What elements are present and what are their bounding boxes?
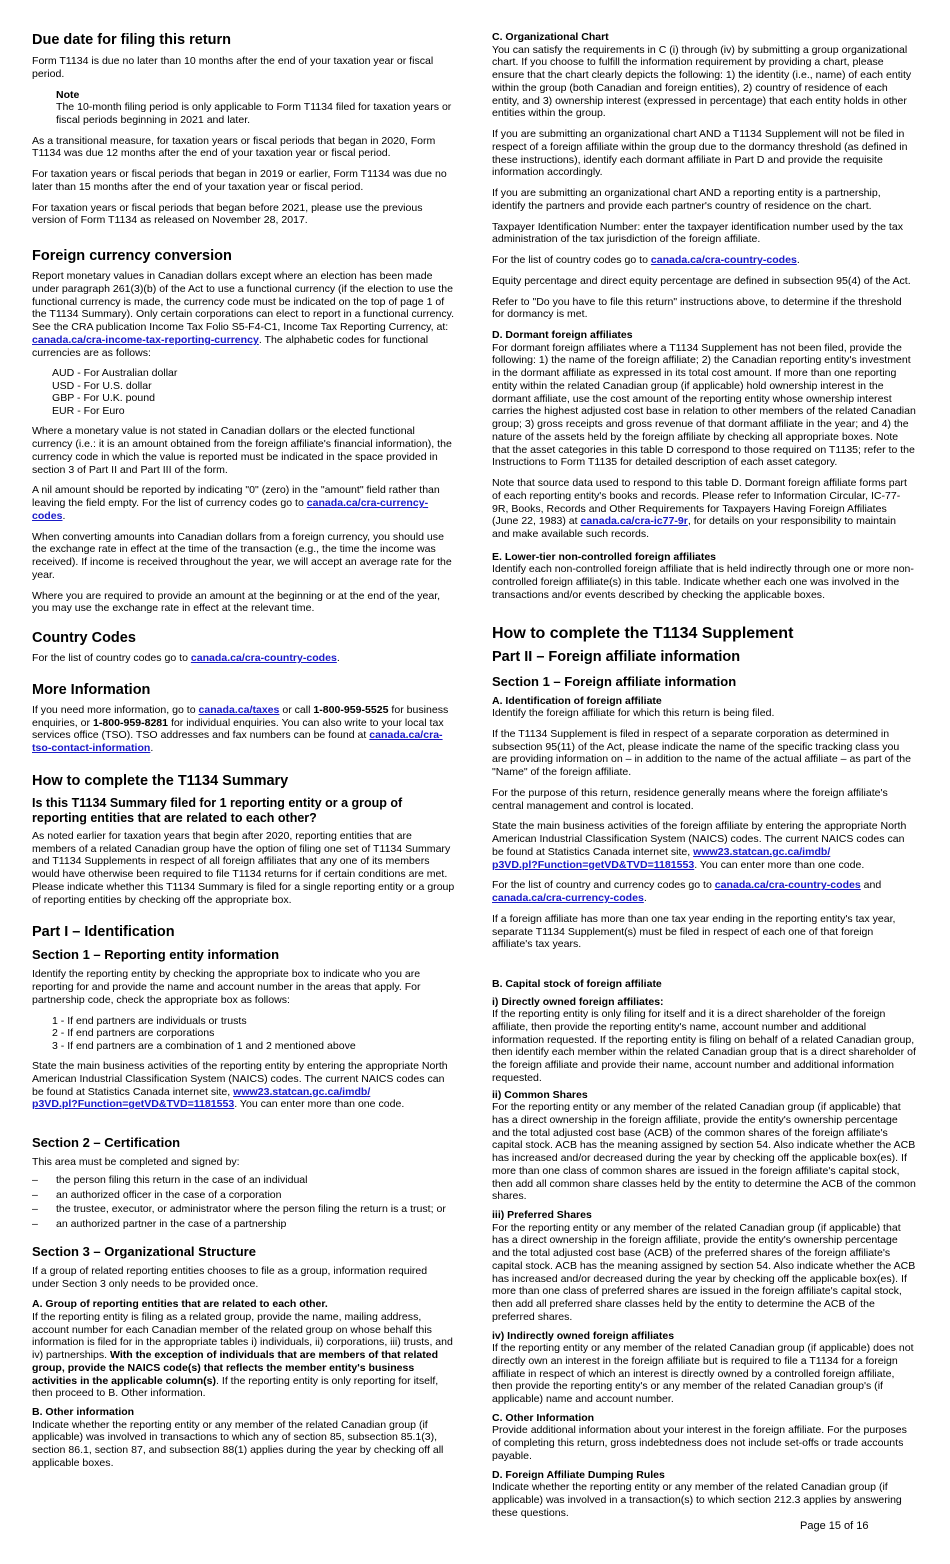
lower-tier-p1: Identify each non-controlled foreign affiliate that is held indirectly through one or more non-controlled foreign affiliate(s) in this table. Indicate whether each one was involved in the transactions and/or events described by checking the applicable boxes. (492, 563, 914, 601)
summary-heading: How to complete the T1134 Summary (32, 772, 289, 789)
org-chart-p1: You can satisfy the requirements in C (i) through (iv) by submitting a group organizational chart. If you choose to fulfill the information requirement by providing a chart, please ensure that the chart clearly depicts the following: 1) the identity (i.e., name) of each entity within the group (both Canadian and foreign entities), 2) country of residence of each entity, and 3) ownership interest (expressed in percentage) that each entity holds in other entities within the group. (492, 43, 912, 120)
common-shares-heading: ii) Common Shares (492, 1088, 588, 1101)
dumping-rules-p: Indicate whether the reporting entity or any member of the related Canadian group (if applicable) was involved in a transaction(s) to which section 212.3 applies by answering these questions. (492, 1481, 902, 1519)
naics-link[interactable]: www23.statcan.gc.ca/imdb/ p3VD.pl?Function=getVD&TVD=1181553 (32, 1085, 371, 1111)
currency-codes-list (52, 367, 456, 417)
org-chart-p3: If you are submitting an organizational chart AND a reporting entity is a partnership, identify the partners and provide each partner's country of residence on the chart. (492, 187, 881, 212)
country-codes-link[interactable]: canada.ca/cra-country-codes (190, 652, 337, 664)
fa-identification-p5: For the list of country and currency codes go to canada.ca/cra-country-codes and canada.ca/cra-currency-codes. (492, 879, 882, 904)
currency-code-item: USD - For U.S. dollar (52, 379, 152, 392)
other-information-heading: C. Other Information (492, 1411, 595, 1424)
section2-heading: Section 2 – Certification (32, 1135, 181, 1150)
ic77-link[interactable]: canada.ca/cra-ic77-9r (580, 515, 688, 528)
dormant-p1: For dormant foreign affiliates where a T1134 Supplement has not been filed, provide the following: 1) the name of the foreign affiliate; 2) the Canadian reporting entity's investment in the dormant affiliate as expressed in its total cost amount. If more than one reporting entity within the related Canadian group (if applicable) hold ownership interest in the dormant affiliate, use the cost amount of the reporting entity whose ownership interest carries the highest adjusted cost base in relation to other members of the related Canadian group; 3) gross receipts and gross revenue of that dormant affiliate in the year; and 4) the nature of the assets held by the foreign affiliate by checking all appropriate boxes. Note that the asset categories in this table D correspond to those required on T1135; refer to the Instructions to Form T1135 for detailed description of each asset category. (492, 341, 916, 469)
due-date-heading: Due date for filing this return (32, 32, 231, 48)
group-p1: If the reporting entity is filing as a related group, provide the name, mailing address, account number for each Canadian member of the related group on whose behalf this information is filed for in the appropriate tables i) individuals, ii) corporations, iii) trusts, and iv) partnerships. With the exception of individuals that are members of that related group, provide the NAICS code(s) that reflects the member entity's business activities in the applicable column(s). If the reporting entity is only reporting for itself, then proceed to B. Other information. (32, 1310, 453, 1400)
page-number: Page 15 of 16 (800, 1520, 869, 1532)
direct-owned-p: If the reporting entity is only filing for itself and it is a direct shareholder of the foreign affiliate, then provide the reporting entity's name, account number and additional information requested. If the reporting entity is filing on behalf of a related Canadian group, then identify each member within the related Canadian group that is a direct shareholder of the foreign affiliate and provide their name, account number and additional information requested. (492, 1008, 916, 1084)
note-label: Note (56, 88, 80, 101)
section3-p1: If a group of related reporting entities chooses to file as a group, information required under Section 3 only needs to be provided once. (32, 1264, 428, 1290)
left-column (32, 0, 456, 1470)
org-chart-p7: Refer to "Do you have to file this return" instructions above, to determine if the threshold for dormancy is met. (492, 295, 902, 321)
business-phone: 1-800-959-5525 (313, 703, 389, 716)
lower-tier-heading: E. Lower-tier non-controlled foreign affiliates (492, 550, 717, 563)
preferred-shares-p: For the reporting entity or any member of the related Canadian group (if applicable) that has a direct ownership in the foreign affiliate, provide the entity's ownership percentage and the total adjusted cost base (ACB) of the preferred shares of the foreign affiliate's capital stock. ACB has the meaning assigned by section 54. Also indicate whether the ACB has increased and/or decreased during the year by checking off the applicable box(es). If more than one class of preferred shares are issued in the foreign affiliate's capital stock, then add all preferred share classes held by the entity to determine the ACB of the preferred shares. (492, 1221, 916, 1323)
dumping-rules-heading: D. Foreign Affiliate Dumping Rules (492, 1468, 665, 1481)
part1-heading: Part I – Identification (32, 924, 175, 941)
more-info-heading: More Information (32, 681, 151, 698)
indirect-owned-heading: iv) Indirectly owned foreign affiliates (492, 1329, 675, 1342)
currency-codes-link[interactable]: canada.ca/cra-currency-codes (32, 497, 429, 522)
partnership-code-item: 2 - If end partners are corporations (52, 1027, 215, 1039)
common-shares-p: For the reporting entity or any member of the related Canadian group (if applicable) that has a direct ownership in the foreign affiliate, provide the entity's ownership percentage and the total adjusted cost base (ACB) of the common shares of the foreign affiliate's capital stock. ACB has the meaning assigned by section 54. Also indicate whether the ACB has increased and/or decreased during the year by checking off the applicable box(es). If more than one class of common shares are issued in the foreign affiliate's capital stock, then add all common share classes held by the entity to determine the ACB of the common shares. (492, 1101, 916, 1203)
certification-list (32, 1174, 456, 1231)
fa-identification-p1: Identify the foreign affiliate for which this return is being filed. (492, 707, 775, 719)
currency-heading: Foreign currency conversion (32, 248, 232, 264)
country-codes-link-2[interactable]: canada.ca/cra-country-codes (650, 254, 797, 266)
fa-identification-p3: For the purpose of this return, residence generally means where the foreign affiliate's central management and control is located. (492, 786, 888, 812)
supplement-heading: How to complete the T1134 Supplement (492, 624, 794, 642)
group-heading: A. Group of reporting entities that are related to each other. (32, 1298, 328, 1311)
section1-p2: State the main business activities of the reporting entity by entering the appropriate North American Industrial Classification System (NAICS) codes. The current NAICS codes can be found at Statistics Canada internet site, www23.statcan.gc.ca/imdb/ p3VD.pl?Function=getVD&TVD=1181553. You can enter more than one code. (32, 1060, 448, 1111)
country-codes-p1: For the list of country codes go to canada.ca/cra-country-codes. (32, 652, 340, 664)
more-info-p1: If you need more information, go to canada.ca/taxes or call 1-800-959-5525 for business enquiries, or 1-800-959-8281 for individual enquiries. You can also write to your local tax services office (TSO). TSO addresses and fax numbers can be found at canada.ca/cra-tso-contact-information. (32, 703, 449, 754)
note-text: The 10-month filing period is only applicable to Form T1134 filed for taxation years or fiscal periods beginning in 2021 and later. (56, 101, 452, 126)
certification-item: – an authorized partner in the case of a partnership (32, 1218, 287, 1230)
currency-p5: Where you are required to provide an amount at the beginning or at the end of the year, you may use the exchange rate in effect at the relevant time. (32, 589, 441, 615)
direct-owned-heading: i) Directly owned foreign affiliates: (492, 995, 664, 1008)
fa-identification-p4: State the main business activities of the foreign affiliate by entering the appropriate North American Industrial Classification System (NAICS) codes. The current NAICS codes can be found at Statistics Canada internet site, www23.statcan.gc.ca/imdb/ p3VD.pl?Function=getVD&TVD=1181553. You can enter more than one code. (492, 820, 907, 871)
certification-item: – the person filing this return in the case of an individual (32, 1173, 308, 1186)
currency-code-item: EUR - For Euro (52, 404, 125, 417)
certification-item: – an authorized officer in the case of a corporation (32, 1188, 282, 1201)
currency-codes-link-2[interactable]: canada.ca/cra-currency-codes (492, 892, 644, 904)
currency-p1: Report monetary values in Canadian dollars except where an election has been made under paragraph 261(3)(b) of the Act to use a functional currency (if the election to use the functional currency is made, the currency code must be indicated on the top of page 1 of the T1134 Summary). Only certain corporations can elect to report in a functional currency. See the CRA publication Income Tax Folio S5-F4-C1, Income Tax Reporting Currency, at: canada.ca/cra-income-tax-reporting-currency. The alphabetic codes for functional currencies are as follows: (32, 270, 455, 359)
partnership-code-item: 1 - If end partners are individuals or trusts (52, 1014, 247, 1027)
country-codes-link-3[interactable]: canada.ca/cra-country-codes (714, 879, 861, 892)
fa-identification-heading: A. Identification of foreign affiliate (492, 694, 662, 707)
org-chart-p2: If you are submitting an organizational chart AND a T1134 Supplement will not be filed in respect of a foreign affiliate within the group due to the dormancy threshold (as defined in these instructions), identify each dormant affiliate in Part D and provide the requisite information accordingly. (492, 128, 908, 179)
due-note (56, 89, 456, 127)
other-information-p: Provide additional information about your interest in the foreign affiliate. For the purposes of completing this return, gross indebtedness does not include set-offs or trade accounts payable. (492, 1424, 907, 1462)
country-codes-heading: Country Codes (32, 630, 136, 646)
currency-code-item: AUD - For Australian dollar (52, 367, 178, 380)
due-date-p1: Form T1134 is due no later than 10 months after the end of your taxation year or fiscal period. (32, 55, 434, 80)
section1-heading: Section 1 – Reporting entity information (32, 947, 280, 963)
tso-contact-link[interactable]: canada.ca/cra-tso-contact-information (32, 729, 443, 754)
due-date-p3: For taxation years or fiscal periods that began in 2019 or earlier, Form T1134 was due no later than 15 months after the end of your taxation year or fiscal period. (32, 168, 447, 193)
individual-phone: 1-800-959-8281 (92, 716, 169, 729)
other-info-p1: Indicate whether the reporting entity or any member of the related Canadian group (if applicable) was involved in transactions to which any of section 85, subsection 85.1(3), section 86.1, section 87, and subsection 88(1) applies during the year by checking off all applicable boxes. (32, 1418, 444, 1469)
org-chart-p6: Equity percentage and direct equity percentage are defined in subsection 95(4) of the Act. (492, 274, 911, 287)
dormant-heading: D. Dormant foreign affiliates (492, 329, 633, 341)
currency-code-item: GBP - For U.K. pound (52, 392, 155, 405)
summary-subheading: Is this T1134 Summary filed for 1 reporting entity or a group of reporting entities that are related to each other? (32, 795, 403, 825)
due-date-p2: As a transitional measure, for taxation years or fiscal periods that began in 2020, Form T1134 was due 12 months after the end of your taxation year or fiscal period. (32, 134, 436, 160)
naics-link-2[interactable]: www23.statcan.gc.ca/imdb/ p3VD.pl?Function=getVD&TVD=1181553 (492, 845, 831, 871)
capital-stock-heading: B. Capital stock of foreign affiliate (492, 978, 662, 990)
partnership-code-item: 3 - If end partners are a combination of 1 and 2 mentioned above (52, 1039, 356, 1052)
right-column (492, 0, 916, 1519)
fa-identification-p2: If the T1134 Supplement is filed in respect of a separate corporation as determined in subsection 95(11) of the Act, please indicate the name of the specific tracking class you are providing information on – in addition to the name of the actual affiliate – as part of the "Name" of the foreign affiliate. (492, 727, 912, 778)
due-date-p4: For taxation years or fiscal periods that began before 2021, please use the previous version of Form T1134 as released on November 28, 2017. (32, 201, 423, 227)
taxes-link[interactable]: canada.ca/taxes (198, 703, 280, 716)
indirect-owned-p: If the reporting entity or any member of the related Canadian group (if applicable) does not directly own an interest in the foreign affiliate but is required to file a T1134 for a foreign affiliate in respect of which an interest is directly owned by a controlled foreign affiliate, then provide the reporting entity's or any member of the related Canadian group's (if applicable) name and account number. (492, 1342, 914, 1405)
currency-p2: Where a monetary value is not stated in Canadian dollars or the elected functional currency (i.e.: it is an amount obtained from the foreign affiliate's financial information), the currency code in which the value is reported must be indicated in the space provided in section 3 of Part II and Part III of the form. (32, 425, 452, 476)
partnership-codes-list (52, 1015, 456, 1053)
fa-section1-heading: Section 1 – Foreign affiliate information (492, 673, 737, 689)
certification-item: – the trustee, executor, or administrator where the person filing the return is a trust; or (32, 1203, 446, 1216)
fa-identification-p6: If a foreign affiliate has more than one tax year ending in the reporting entity's tax year, separate T1134 Supplement(s) must be filed in respect of each one of that foreign affiliate's tax years. (492, 912, 896, 951)
org-chart-p4: Taxpayer Identification Number: enter the taxpayer identification number used by the tax administration of the tax jurisdiction of the foreign affiliate. (492, 220, 903, 246)
currency-p4: When converting amounts into Canadian dollars from a foreign currency, you should use the exchange rate in effect at the time of the transaction (e.g., the time the income was received). If income is received throughout the year, we will accept an average rate for the year. (32, 530, 452, 581)
org-chart-p5: For the list of country codes go to canada.ca/cra-country-codes. (492, 254, 800, 266)
other-info-heading: B. Other information (32, 1406, 135, 1418)
part2-heading: Part II – Foreign affiliate information (492, 648, 741, 665)
section2-p1: This area must be completed and signed by: (32, 1156, 240, 1168)
preferred-shares-heading: iii) Preferred Shares (492, 1209, 592, 1221)
reporting-currency-link[interactable]: canada.ca/cra-income-tax-reporting-currency (32, 333, 259, 346)
summary-p1: As noted earlier for taxation years that begin after 2020, reporting entities that are members of a related Canadian group have the option of filing one set of T1134 Summary and T1134 Supplements in respect of all foreign affiliates that any one of its members would have otherwise been required to file T1134 returns for if certain conditions are met. Please indicate whether this T1134 Summary is filed for a single reporting entity or a group of reporting entities by checking off the appropriate box. (32, 829, 455, 906)
dormant-p2: Note that source data used to respond to this table D. Dormant foreign affiliate forms part of each reporting entity's books and records. Please refer to Information Circular, IC-77-9R, Books, Records and Other Requirements for Taxpayers Having Foreign Affiliates (June 22, 1983) at canada.ca/cra-ic77-9r, for details on your responsibility to maintain and make available such records. (492, 477, 907, 540)
section1-p1: Identify the reporting entity by checking the appropriate box to indicate who you are reporting for and provide the name and account number in the areas that apply. For partnership code, check the appropriate box as follows: (32, 968, 421, 1006)
org-chart-heading: C. Organizational Chart (492, 31, 609, 43)
currency-p3: A nil amount should be reported by indicating "0" (zero) in the "amount" field rather than leaving the field empty. For the list of currency codes go to canada.ca/cra-currency-codes. (32, 484, 440, 522)
section3-heading: Section 3 – Organizational Structure (32, 1243, 256, 1259)
